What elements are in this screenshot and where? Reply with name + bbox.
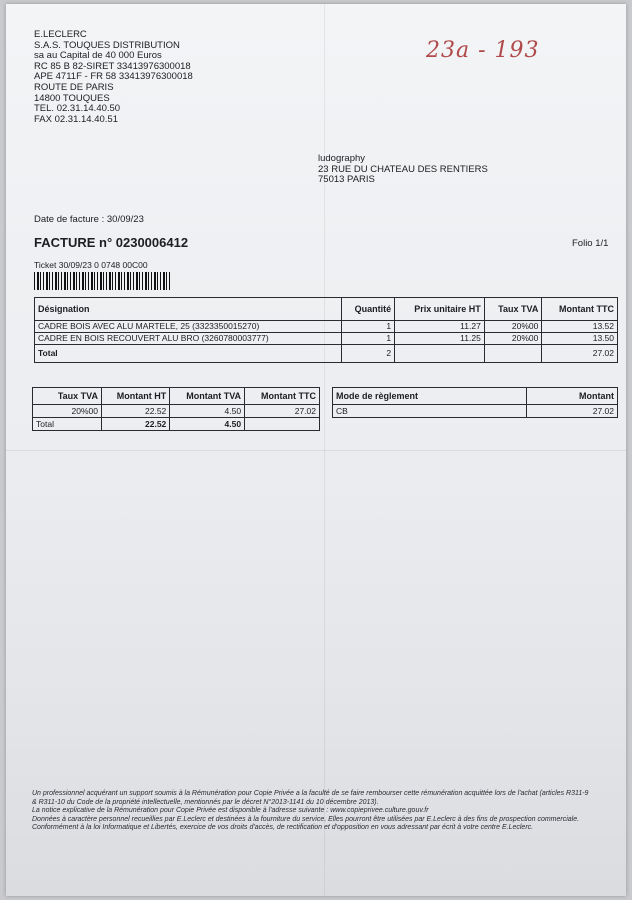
tax-rate-value: 20%00	[33, 405, 102, 418]
items-total-row	[35, 345, 618, 363]
item-amount-ttc: 13.52	[542, 321, 618, 333]
empty-cell	[245, 418, 320, 431]
sender-line: TEL. 02.31.14.40.50	[34, 103, 121, 115]
invoice-page	[6, 4, 626, 896]
empty-cell	[395, 345, 485, 363]
item-amount-ttc: 13.50	[542, 333, 618, 345]
header-designation: Désignation	[35, 298, 342, 321]
header-tax-rate: Taux TVA	[33, 388, 102, 405]
empty-cell	[484, 345, 542, 363]
table-row	[35, 333, 618, 345]
payment-table	[332, 387, 618, 418]
amount-ttc-value: 27.02	[245, 405, 320, 418]
item-designation: CADRE EN BOIS RECOUVERT ALU BRO (3260780003777)	[35, 333, 342, 345]
recipient-address	[318, 154, 488, 186]
header-tax-rate: Taux TVA	[484, 298, 542, 321]
header-amount-ht: Montant HT	[102, 388, 170, 405]
handwritten-note: 23a - 193	[426, 38, 540, 63]
tax-summary-table	[32, 387, 320, 431]
paper-fold-horizontal	[6, 450, 626, 451]
legal-line: Un professionnel acquérant un support soumis à la Rémunération pour Copie Privée a la faculté de se faire rembourser cette rémunération acquittée lors de l'achat (articles R311-9	[32, 790, 589, 797]
header-payment-amount: Montant	[526, 388, 617, 405]
tax-total-ht: 22.52	[102, 418, 170, 431]
amount-ht-value: 22.52	[102, 405, 170, 418]
legal-line: La notice explicative de la Rémunération pour Copie Privée est disponible à l'adresse suivante : www.copieprivee.culture.gouv.fr	[32, 807, 429, 815]
item-tax-rate: 20%00	[484, 321, 542, 333]
legal-line: & R311-10 du Code de la propriété intellectuelle, mentionnés par le décret N°2013-1141 du 10 décembre 2013).	[32, 798, 379, 806]
items-table	[34, 297, 618, 363]
table-row	[35, 321, 618, 333]
payment-amount: 27.02	[526, 405, 617, 418]
sender-address	[34, 30, 193, 125]
folio-number: Folio 1/1	[572, 238, 609, 249]
item-unit-price: 11.25	[395, 333, 485, 345]
table-row	[333, 405, 618, 418]
invoice-date: Date de facture : 30/09/23	[34, 214, 144, 225]
sender-line: RC 85 B 82-SIRET 33413976300018	[34, 60, 191, 72]
table-row	[33, 405, 320, 418]
tax-total-label: Total	[33, 418, 102, 431]
payment-header-row	[333, 388, 618, 405]
sender-line: S.A.S. TOUQUES DISTRIBUTION	[34, 39, 180, 51]
item-quantity: 1	[342, 333, 395, 345]
sender-line: E.LECLERC	[34, 29, 87, 40]
legal-line: Conformément à la loi Informatique et Libertés, exercice de vos droits d'accès, de rectification et d'opposition en vous adressant par écrit à votre centre E.Leclerc.	[32, 824, 534, 832]
legal-notice	[32, 790, 622, 833]
item-unit-price: 11.27	[395, 321, 485, 333]
tax-total-row	[33, 418, 320, 431]
sender-line: 14800 TOUQUES	[34, 92, 110, 104]
header-payment-method: Mode de règlement	[333, 388, 527, 405]
item-tax-rate: 20%00	[484, 333, 542, 345]
legal-line: Données à caractère personnel recueillies par E.Leclerc et destinées à la fourniture du service. Elles pourront être utilisées par E.Leclerc à des fins de prospection commerciale.	[32, 815, 580, 823]
item-designation: CADRE BOIS AVEC ALU MARTELE, 25 (3323350015270)	[35, 321, 342, 333]
total-label: Total	[35, 345, 342, 363]
payment-method: CB	[333, 405, 527, 418]
recipient-line: 75013 PARIS	[318, 174, 375, 186]
tax-total-tva: 4.50	[170, 418, 245, 431]
recipient-line: 23 RUE DU CHATEAU DES RENTIERS	[318, 163, 488, 175]
item-quantity: 1	[342, 321, 395, 333]
recipient-line: ludography	[318, 153, 366, 164]
header-amount-tva: Montant TVA	[170, 388, 245, 405]
header-quantity: Quantité	[342, 298, 395, 321]
ticket-reference: Ticket 30/09/23 0 0748 00C00	[34, 260, 148, 270]
sender-line: FAX 02.31.14.40.51	[34, 113, 118, 125]
sender-line: APE 4711F - FR 58 33413976300018	[34, 71, 193, 83]
total-amount: 27.02	[542, 345, 618, 363]
amount-tva-value: 4.50	[170, 405, 245, 418]
header-amount-ttc: Montant TTC	[542, 298, 618, 321]
header-unit-price: Prix unitaire HT	[395, 298, 485, 321]
header-amount-ttc: Montant TTC	[245, 388, 320, 405]
barcode-icon	[34, 272, 170, 290]
invoice-title: FACTURE n° 0230006412	[34, 235, 189, 250]
tax-header-row	[33, 388, 320, 405]
sender-line: ROUTE DE PARIS	[34, 81, 114, 93]
total-quantity: 2	[342, 345, 395, 363]
items-header-row	[35, 298, 618, 321]
sender-line: sa au Capital de 40 000 Euros	[34, 50, 162, 62]
